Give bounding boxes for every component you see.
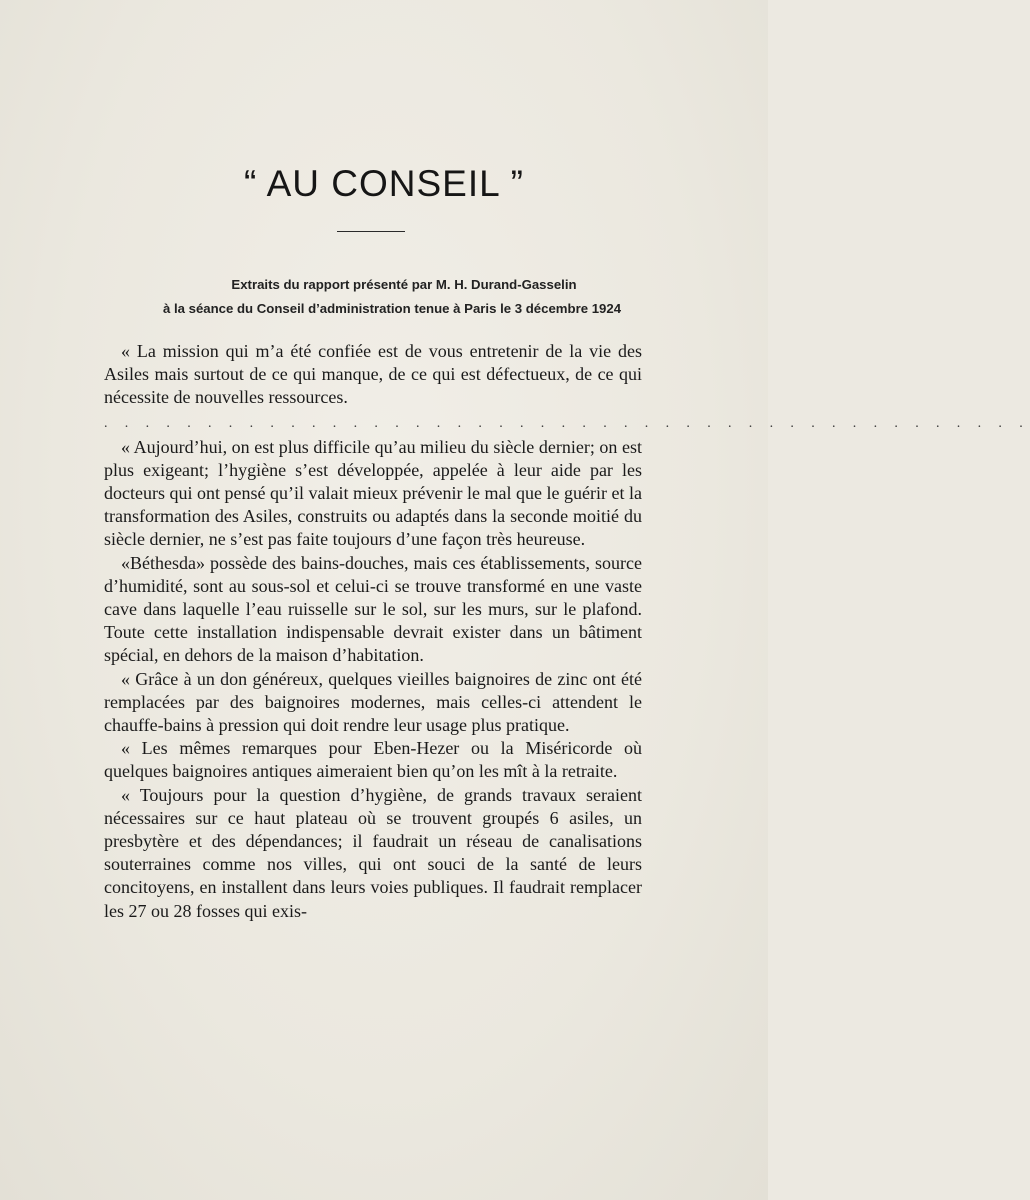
paragraph-6: « Toujours pour la question d’hygiène, de grands travaux seraient nécessaires sur ce haut plateau où se trouvent groupés 6 asiles, un presbytère et des dépendances; il faudrait un réseau de canalisations souterraines comme nos villes, qui ont souci de la santé de leurs concitoyens, en installent dans leurs voies publiques. Il faudrait remplacer les 27 ou 28 fosses qui exis- [104,784,642,921]
title-divider [337,231,405,232]
paragraph-5: « Les mêmes remarques pour Eben-Hezer ou la Miséricorde où quelques baignoires antiques aimeraient bien qu’on les mît à la retraite. [104,738,642,782]
paragraph-4: « Grâce à un don généreux, quelques vieilles baignoires de zinc ont été remplacées par des baignoires modernes, mais celles-ci attendent le chauffe-bains à pression qui doit rendre leur usage plus pratique. [104,668,642,736]
body-text [104,340,1030,923]
page-title: “ AU CONSEIL ” [244,163,524,204]
paragraph-2: « Aujourd’hui, on est plus difficile qu’au milieu du siècle dernier; on est plus exigeant; l’hygiène s’est développée, appelée à leur aide par les docteurs qui ont pensé qu’il valait mieux prévenir le mal que le guérir et la transformation des Asiles, construits ou adaptés dans la seconde moitié du siècle dernier, ne s’est pas faite toujours d’une façon très heureuse. [104,436,642,550]
subtitle-line-2: à la séance du Conseil d’administration tenue à Paris le 3 décembre 1924 [162,301,622,316]
subtitle-line-1: Extraits du rapport présenté par M. H. Durand-Gasselin [231,277,577,292]
paragraph-3: «Béthesda» possède des bains-douches, mais ces établissements, source d’humidité, sont au sous-sol et celui-ci se trouve transformé en une vaste cave dans laquelle l’eau ruisselle sur le sol, sur les murs, sur le plafond. Toute cette installation indispensable devrait exister dans un bâtiment spécial, en dehors de la maison d’habitation. [104,552,642,666]
dot-leader: . . . . . . . . . . . . . . . . . . . . . . . . . . . . . . . . . . . . . . . . . . . . . [104,415,1030,431]
paragraph-1: « La mission qui m’a été confiée est de vous entretenir de la vie des Asiles mais surtout de ce qui manque, de ce qui est défectueux, de ce qui nécessite de nouvelles ressources. [104,341,642,408]
